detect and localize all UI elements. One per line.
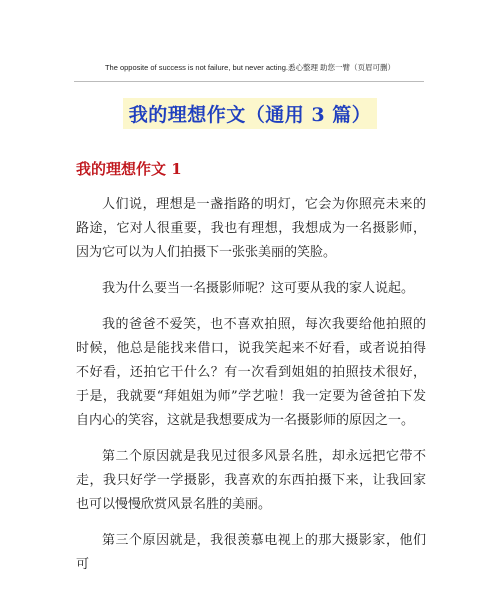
- paragraph: 第三个原因就是，我很羡慕电视上的那大摄影家，他们可: [76, 533, 426, 572]
- document-body: [76, 193, 426, 589]
- title-container: [0, 98, 500, 129]
- page-header: The opposite of success is not failure, but never acting.悉心整理 助您一臂（页眉可删）: [104, 63, 396, 72]
- paragraph: 人们说，理想是一盏指路的明灯，它会为你照亮未来的路途，它对人很重要，我也有理想，我想成为一名摄影师，因为它可以为人们拍摄下一张张美丽的笑脸。: [76, 197, 426, 260]
- document-title: 我的理想作文（通用 3 篇）: [123, 98, 377, 129]
- section-heading: 我的理想作文 1: [76, 160, 182, 178]
- paragraph: 第二个原因就是我见过很多风景名胜，却永远把它带不走，我只好学一学摄影，我喜欢的东西拍摄下来，让我回家也可以慢慢欣赏风景名胜的美丽。: [76, 449, 426, 512]
- paragraph: 我的爸爸不爱笑，也不喜欢拍照，每次我要给他拍照的时候，他总是能找来借口，说我笑起来不好看，或者说拍得不好看，还拍它干什么？有一次看到姐姐的拍照技术很好，于是，我就要“拜姐姐为师”学艺啦！我一定要为爸爸拍下发自内心的笑容，这就是我想要成为一名摄影师的原因之一。: [76, 317, 426, 428]
- header-divider: [74, 81, 424, 82]
- paragraph: 我为什么要当一名摄影师呢？这可要从我的家人说起。: [102, 281, 415, 296]
